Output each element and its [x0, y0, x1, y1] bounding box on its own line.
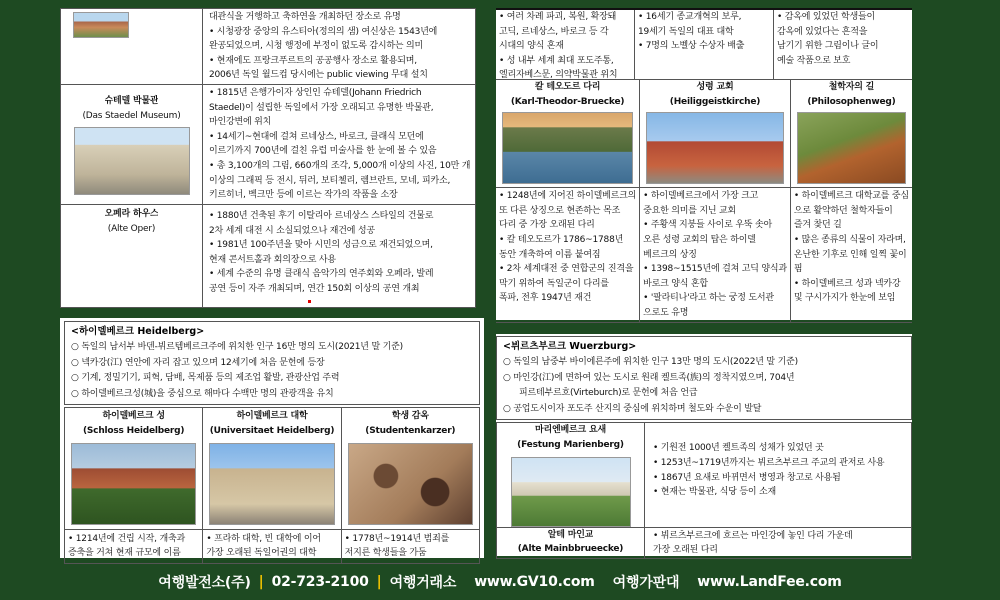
text-line: • 세계 수준의 유명 클래식 음악가의 연주회와 오페라, 발레	[209, 269, 434, 280]
text-line: 막기 위하여 독일군이 다리를	[499, 278, 609, 289]
company-phone[interactable]: 02-723-2100	[271, 574, 369, 590]
place-name-en: (Philosophenweg)	[807, 96, 896, 107]
bullet-line: ○ 독일의 남서부 바덴-뷔르템베르크주에 위치한 인구 16만 명의 도시(2021년 말 기준)	[71, 342, 403, 352]
text-line: • 1880년 건축된 후기 이탈리아 르네상스 스타일의 건물로	[209, 211, 434, 221]
text-line: 바로크 양식 혼합	[643, 278, 708, 289]
place-desc	[791, 187, 912, 307]
bullet-line: ○ 공업도시이자 포도주 산지의 중심에 위치하며 철도와 수운이 발달	[503, 403, 762, 414]
text-line: • 1867년 요새로 바뀌면서 병영과 창고로 사용됨	[653, 472, 841, 483]
place-name-en: (Alte Oper)	[107, 223, 156, 234]
heidelberg-section	[60, 318, 484, 558]
place-heiliggeistkirche	[640, 80, 791, 322]
text-line: 핌	[793, 264, 803, 275]
text-line: 가장 오래된 독일어권의 대학	[206, 548, 317, 559]
text-line: • 뷔르츠부르크에 흐르는 마인강에 놓인 다리 가운데	[653, 530, 853, 541]
heidelberg-places	[64, 407, 480, 563]
top-desc-row	[496, 8, 912, 80]
text-line: • 많은 종류의 식물이 자라며,	[793, 234, 906, 245]
text-line: 2차 세계 대전 시 소실되었으나 재건에 성공	[209, 225, 375, 236]
text-line: • 기원전 1000년 켈트족의 성채가 있었던 곳	[653, 443, 824, 454]
text-line: 시대의 양식 혼재	[499, 41, 564, 52]
place-name: 칼 테오도르 다리	[534, 82, 601, 92]
text-line: 이상의 그래픽 등 전시, 뒤러, 보티첼리, 렘브란트, 모네, 피카소,	[209, 175, 451, 186]
place-studentenkarzer	[342, 408, 479, 562]
romerberg-photo	[73, 12, 129, 38]
text-line: 다리 중 가장 오래된 다리	[499, 220, 595, 231]
place-name: 슈테델 박물관	[104, 95, 159, 106]
red-dot-mark	[308, 300, 311, 303]
place-name-en: (Heiliggeistkirche)	[669, 96, 761, 107]
text-line: 2006년 독일 월드컵 당시에는 public viewing 무대 설치	[209, 70, 428, 81]
place-karl-theodor	[496, 80, 640, 322]
place-name-en: (Schloss Heidelberg)	[82, 425, 185, 436]
heidelberg-places-continued	[496, 8, 912, 320]
place-name: 성령 교회	[696, 82, 734, 92]
philosophenweg-photo	[797, 112, 906, 184]
text-line: • 여러 차례 파괴, 복원, 확장돼	[499, 12, 617, 22]
place-name: 하이델베르크 성	[102, 411, 165, 422]
place-name-en: (Das Staedel Museum)	[82, 110, 181, 121]
bridge-desc	[645, 528, 911, 558]
text-line: • '팔라티나'라고 하는 궁정 도서관	[643, 293, 774, 304]
place-name: 마리엔베르크 요새	[535, 425, 606, 436]
footer-label-stand: 여행가판대	[612, 575, 680, 591]
place-desc	[203, 529, 340, 563]
places-row	[496, 80, 912, 323]
text-line: • 하이델베르크 대학교를 중심	[793, 191, 909, 202]
footer-label-exchange: 여행거래소	[389, 575, 457, 591]
text-line: • 14세기~현대에 걸쳐 르네상스, 바로크, 클래식 모던에	[209, 131, 424, 142]
place-philosophenweg	[791, 80, 912, 322]
text-line: 으로 활약하던 철학자들이	[793, 205, 893, 216]
bullet-line: ○ 마인강(江)에 면하여 있는 도시로 원래 켈트족(族)의 정착지였으며, 704년	[503, 372, 795, 383]
place-universitaet	[203, 408, 341, 562]
text-line: 완공되었으며, 시청 행정에 부정이 없도록 감시하는 의미	[209, 41, 423, 52]
text-line: 마인강변에 위치	[209, 117, 272, 128]
text-line: • 1253년~1719년까지는 뷔르츠부르크 주교의 관저로 사용	[653, 457, 885, 468]
place-name-en: (Festung Marienberg)	[517, 439, 624, 450]
text-line: • 프라하 대학, 빈 대학에 이어	[206, 533, 321, 544]
section-title: <뷔르츠부르크 Wuerzburg>	[503, 341, 637, 352]
text-line: 으로도 유명	[643, 307, 689, 318]
place-name: 학생 감옥	[391, 411, 429, 422]
text-line: Staedel)이 설립한 독일에서 가장 오래되고 유명한 박물관,	[209, 102, 434, 113]
karl-theodor-bridge-photo	[502, 112, 633, 184]
place-desc	[640, 187, 790, 321]
text-line: • 현재는 박물관, 식당 등이 소재	[653, 487, 777, 498]
row-alte-oper-name-cell	[61, 205, 203, 307]
place-name-en: (Karl-Theodor-Bruecke)	[510, 96, 625, 107]
text-line: • 16세기 종교개혁의 보루,	[638, 12, 742, 22]
footer-link-gv10[interactable]: www.GV10.com	[474, 574, 595, 590]
place-name: 알테 마인교	[547, 529, 594, 540]
universitaet-photo	[209, 443, 334, 525]
place-desc	[65, 529, 202, 563]
row-staedel-name-cell	[61, 85, 203, 204]
studentenkarzer-photo	[348, 443, 473, 525]
frankfurt-attractions-table	[60, 8, 476, 308]
text-line: • 감옥에 있었던 학생들이	[777, 12, 876, 22]
text-line: • 1815년 은행가이자 상인인 슈테델(Johann Friedrich	[209, 88, 422, 98]
text-line: 고딕, 르네상스, 바로크 등 각	[499, 26, 609, 37]
footer-separator: |	[376, 574, 382, 590]
text-line: 동안 개축하여 이름 붙여짐	[499, 249, 601, 260]
bullet-line: ○ 넥카강(江) 연안에 자리 잡고 있으며 12세기에 처음 문헌에 등장	[71, 357, 325, 368]
text-line: 증축을 거쳐 현재 규모에 이름	[68, 548, 181, 559]
wuerzburg-intro-box	[496, 336, 912, 420]
text-line: 이르기까지 700년에 걸친 유럽 미술사를 한 눈에 볼 수 있음	[209, 146, 437, 157]
place-desc	[496, 187, 639, 307]
row-alte-oper-desc	[203, 205, 475, 307]
text-line: 대관식을 거행하고 축하연을 개최하던 장소로 유명	[209, 12, 401, 22]
company-name: 여행발전소(주)	[158, 575, 251, 591]
text-line: 감옥에 있었다는 흔적을	[777, 26, 868, 37]
text-line: • 성 내부 세계 최대 포도주통,	[499, 55, 614, 66]
wuerzburg-section	[496, 334, 912, 556]
text-line: 예술 작품으로 보호	[777, 55, 851, 66]
top-desc-cell	[774, 10, 912, 79]
fortress-name-cell	[497, 423, 645, 526]
text-line: 즐겨 찾던 길	[793, 220, 842, 231]
heidelberg-intro-box	[64, 321, 480, 405]
text-line: 가장 오래된 다리	[653, 545, 718, 556]
footer-bar	[0, 570, 1000, 594]
text-line: 오른 성령 교회의 탑은 하이델	[643, 234, 756, 245]
place-schloss	[65, 408, 203, 562]
wuerzburg-bridge-row	[496, 528, 912, 559]
text-line: 저지른 학생들을 가둠	[344, 548, 427, 559]
row-staedel-desc	[203, 85, 475, 204]
text-line: 현재 콘서트홀과 회의장으로 사용	[209, 254, 336, 265]
text-line: 폭파, 전후 1947년 재건	[499, 293, 592, 304]
fortress-desc	[645, 423, 911, 526]
text-line: • 1248년에 지어진 하이델베르크의	[499, 191, 637, 202]
text-line: • 칼 테오도르가 1786~1788년	[499, 234, 624, 245]
place-name: 철학자의 길	[828, 82, 875, 92]
bullet-line: ○ 독일의 남중부 바이에른주에 위치한 인구 13만 명의 도시(2022년 말 기준)	[503, 357, 798, 367]
place-name-en: (Studentenkarzer)	[365, 425, 456, 436]
row-romerberg-desc	[203, 9, 475, 84]
place-name: 오페라 하우스	[104, 209, 159, 219]
row-alte-oper	[61, 205, 475, 307]
text-line: 엘리자베스문, 의약박물관 위치	[499, 70, 618, 81]
footer-separator: |	[258, 574, 264, 590]
row-romerberg	[61, 9, 475, 85]
top-desc-cell	[496, 10, 635, 79]
text-line: 공연 등이 자주 개최되며, 연간 150회 이상의 공연 개최	[209, 283, 420, 294]
heiliggeistkirche-photo	[646, 112, 784, 184]
top-desc-cell	[635, 10, 774, 79]
wuerzburg-fortress-row	[496, 422, 912, 527]
text-line: 베르크의 상징	[643, 249, 697, 260]
text-line: 19세기 독일의 대표 대학	[638, 26, 734, 37]
bullet-line: ○ 기계, 정밀기기, 피혁, 담배, 목제품 등의 제조업 활발, 관광산업 주력	[71, 373, 340, 384]
text-line: 중요한 의미를 지닌 교회	[643, 205, 737, 216]
row-staedel	[61, 85, 475, 205]
text-line: • 현재에도 프랑크푸르트의 공공행사 장소로 활용되며,	[209, 55, 417, 66]
text-line: 또 다른 상징으로 현존하는 목조	[499, 205, 621, 216]
fortress-photo	[511, 457, 631, 527]
footer-link-landfee[interactable]: www.LandFee.com	[697, 574, 842, 590]
bullet-line: ○ 하이델베르크성(城)을 중심으로 해마다 수백만 명의 관광객을 유치	[71, 388, 334, 399]
text-line: 및 구시가지가 한눈에 보임	[793, 293, 896, 304]
text-line: • 주황색 지붕들 사이로 우뚝 솟아	[643, 220, 772, 231]
staedel-museum-photo	[74, 127, 190, 195]
place-desc	[342, 529, 479, 563]
place-name-en: (Universitaet Heidelberg)	[209, 425, 335, 436]
text-line: • 1981년 100주년을 맞아 시민의 성금으로 재건되었으며,	[209, 240, 433, 251]
text-line: 키르히너, 벡크만 등에 이르는 작가의 작품을 소장	[209, 190, 398, 201]
text-line: • 하이델베르크 성과 넥카강	[793, 278, 901, 289]
text-line: 남기기 위한 그림이나 글이	[777, 41, 879, 52]
text-line: • 1214년에 건립 시작, 개축과	[68, 533, 185, 544]
text-line: • 7명의 노벨상 수상자 배출	[638, 41, 745, 52]
text-line: • 총 3,100개의 그림, 660개의 조각, 5,000개 이상의 사진, 10만 개	[209, 160, 471, 171]
text-line: • 하이델베르크에서 가장 크고	[643, 191, 759, 202]
place-name: 하이델베르크 대학	[236, 411, 308, 422]
text-line: • 시청광장 중앙의 유스티아(정의의 샘) 여신상은 1543년에	[209, 26, 438, 37]
text-line: 온난한 기후로 인해 일찍 꽃이	[793, 249, 907, 260]
text-line: • 1778년~1914년 범죄를	[344, 533, 450, 544]
row-romerberg-photo-cell	[61, 9, 203, 84]
bridge-name-cell	[497, 528, 645, 558]
text-line: • 2차 세계대전 중 연합군의 진격을	[499, 264, 634, 275]
text-line: • 1398~1515년에 걸쳐 고딕 양식과	[643, 264, 787, 275]
section-title: <하이델베르크 Heidelberg>	[71, 326, 205, 337]
bullet-line: 피르테부르흐(Virteburch)로 문헌에 처음 언급	[519, 388, 698, 399]
schloss-photo	[71, 443, 196, 525]
place-name-en: (Alte Mainbbrueecke)	[517, 544, 624, 555]
